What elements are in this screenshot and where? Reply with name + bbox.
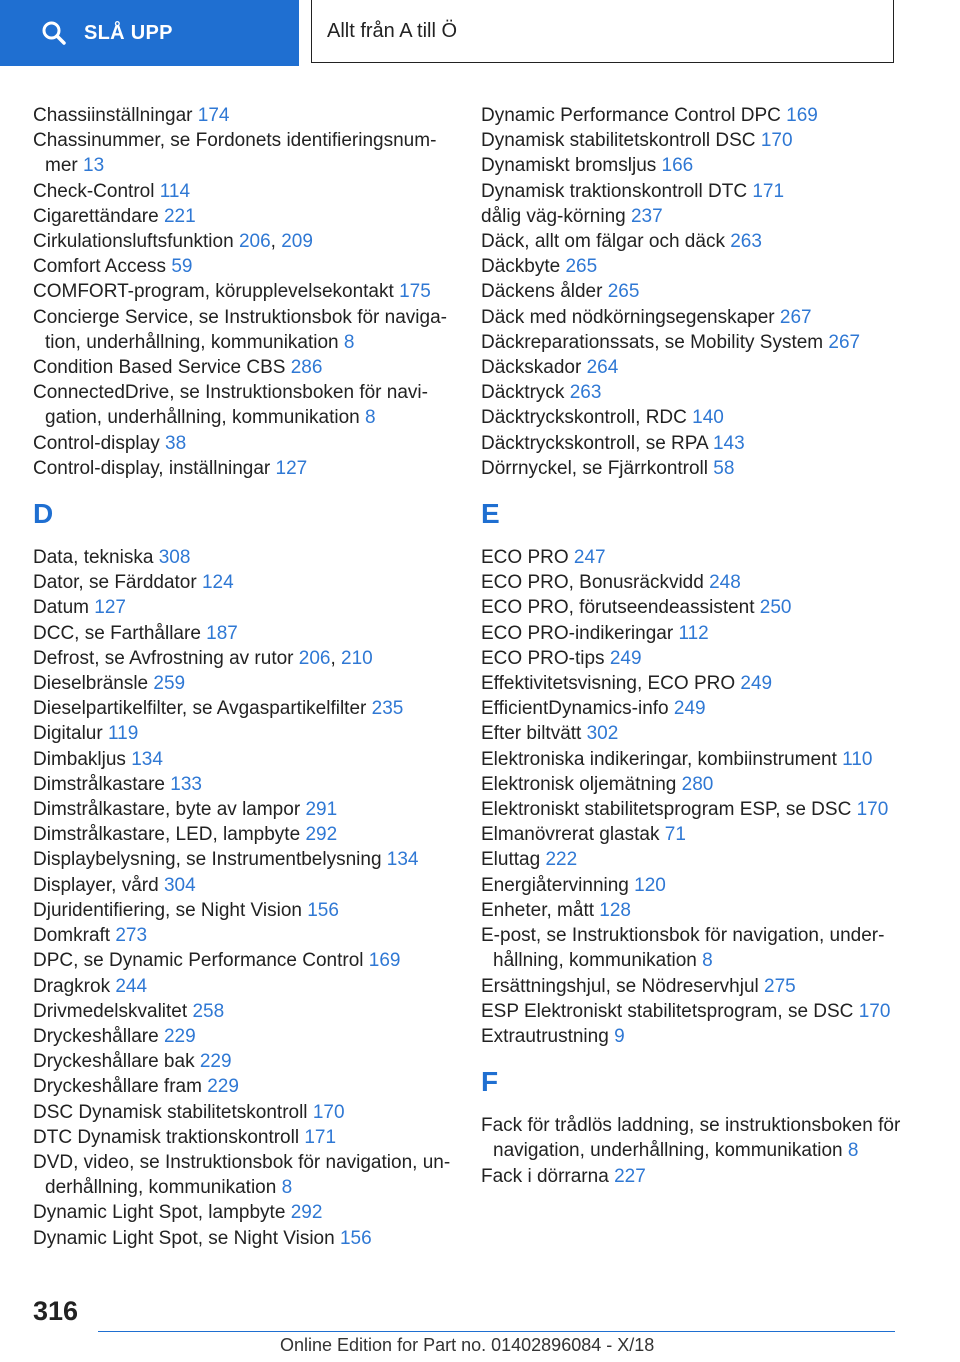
page-link[interactable]: 119 (107, 723, 139, 745)
page-link[interactable]: 110 (842, 748, 873, 770)
search-icon (40, 19, 68, 47)
index-entry (33, 873, 453, 898)
page-link[interactable]: 249 (609, 647, 642, 669)
page-link[interactable]: 222 (545, 849, 578, 871)
index-entry (481, 179, 901, 204)
page-link[interactable]: 292 (290, 1202, 323, 1224)
index-entry (33, 1125, 453, 1150)
index-entry-text: Control-display (33, 432, 160, 454)
page-link[interactable]: 249 (740, 673, 773, 695)
page-link[interactable]: 237 (630, 205, 663, 227)
index-entry-text: dålig väg-körning (481, 205, 626, 227)
page-link[interactable]: 175 (399, 281, 431, 303)
index-entry (481, 595, 901, 620)
section-letter: E (481, 498, 500, 530)
page-link[interactable]: 210 (341, 647, 373, 669)
index-entry (33, 671, 453, 696)
index-entry (481, 405, 901, 430)
index-entry (481, 279, 901, 304)
index-entry-text: DTC Dynamisk traktionskontroll (33, 1126, 300, 1148)
index-entry-text: Dynamisk stabilitetskontroll DSC (481, 130, 756, 152)
index-entry (481, 254, 901, 279)
index-entry-text: Däck, allt om fälgar och däck (481, 231, 725, 253)
page-link[interactable]: 112 (678, 622, 709, 644)
page-link[interactable]: 8 (702, 950, 713, 972)
index-entry-text: Datum (33, 597, 89, 619)
index-entry-text: Enheter, mått (481, 899, 595, 921)
index-entry-text: Dimstrålkastare, LED, lampbyte (33, 824, 301, 846)
index-entry (481, 305, 901, 330)
index-entry-text: Dynamic Light Spot, se Night Vision (33, 1227, 335, 1249)
index-entry (481, 545, 901, 570)
page-link[interactable]: 229 (207, 1076, 239, 1098)
index-entry-text: Däckskador (481, 357, 582, 379)
index-entry (33, 570, 453, 595)
index-entry-text: Däcktryck (481, 382, 565, 404)
index-entry-text: Efter biltvätt (481, 723, 582, 745)
index-entry-text: DVD, video, se Instruktionsbok för navigation, un-derhållning, kommunikation (33, 1151, 451, 1199)
index-entry (481, 1024, 901, 1049)
index-entry-text: Elektroniskt stabilitetsprogram ESP, se DSC (481, 799, 852, 821)
page-link[interactable]: 275 (764, 975, 796, 997)
page-link[interactable]: 8 (343, 331, 355, 353)
index-entry (33, 595, 453, 620)
index-entry (33, 999, 453, 1024)
index-entry (481, 747, 901, 772)
index-entry (481, 999, 901, 1024)
index-entry (481, 431, 901, 456)
index-entry-text: Displaybelysning, se Instrumentbelysning (33, 849, 382, 871)
page-link[interactable]: 235 (371, 698, 404, 720)
page-link[interactable]: 58 (713, 457, 735, 479)
index-entry (481, 330, 901, 355)
page-link[interactable]: 250 (759, 597, 792, 619)
page-link[interactable]: 114 (159, 180, 191, 202)
index-entry-text: Djuridentifiering, se Night Vision (33, 899, 302, 921)
index-entry (481, 229, 901, 254)
footer-divider (98, 1331, 895, 1332)
index-entry (481, 898, 901, 923)
page-link[interactable]: 171 (752, 180, 785, 202)
index-entry (481, 1113, 901, 1163)
page-link[interactable]: 127 (275, 457, 308, 479)
index-entry-text: Dryckeshållare fram (33, 1076, 202, 1098)
page-link[interactable]: 140 (692, 407, 724, 429)
index-entry (33, 1150, 453, 1200)
index-entry (33, 721, 453, 746)
page-link[interactable]: 8 (365, 407, 376, 429)
index-entry-text: EfficientDynamics-info (481, 698, 669, 720)
page-link[interactable]: 170 (858, 1000, 891, 1022)
page-link[interactable]: 170 (856, 799, 889, 821)
page-link[interactable]: 133 (170, 773, 202, 795)
index-entry-text: DCC, se Farthållare (33, 622, 201, 644)
index-entry (481, 696, 901, 721)
page-link[interactable]: 264 (586, 357, 619, 379)
index-entry (481, 873, 901, 898)
search-label: SLÅ UPP (84, 21, 173, 44)
index-entry (481, 974, 901, 999)
search-button[interactable] (0, 0, 299, 66)
index-entry (33, 103, 453, 128)
index-entry-text: Dimstrålkastare (33, 773, 165, 795)
index-entry-text: Data, tekniska (33, 547, 154, 569)
index-entry-text: Chassiinställningar (33, 105, 193, 126)
index-entry-text: Dator, se Färddator (33, 572, 197, 594)
index-entry-text: Digitalur (33, 723, 103, 745)
index-entry (33, 621, 453, 646)
index-entry (33, 1024, 453, 1049)
index-entry (33, 305, 453, 355)
page-link[interactable]: 209 (281, 231, 313, 253)
page-link[interactable]: 244 (115, 975, 148, 997)
page-link[interactable]: 267 (779, 306, 812, 328)
page-link[interactable]: 229 (163, 1025, 196, 1047)
page-link[interactable]: 304 (163, 874, 196, 896)
page-link[interactable]: 166 (661, 155, 694, 177)
index-entry-text: Defrost, se Avfrostning av rutor (33, 647, 294, 669)
index-entry (481, 847, 901, 872)
page-link[interactable]: 170 (760, 130, 793, 152)
page-link[interactable]: 263 (730, 231, 762, 253)
index-entry (481, 570, 901, 595)
index-entry-text: Fack i dörrarna (481, 1165, 609, 1187)
index-entry-text: Däckreparationssats, se Mobility System (481, 331, 824, 353)
page-link[interactable]: 302 (586, 723, 619, 745)
index-entry (33, 380, 453, 430)
page-link[interactable]: 169 (786, 105, 818, 126)
page-link[interactable]: 9 (614, 1025, 625, 1047)
page-link[interactable]: 169 (368, 950, 401, 972)
index-entry (33, 355, 453, 380)
index-entry (481, 1164, 901, 1189)
page-link[interactable]: 291 (305, 799, 338, 821)
index-entry-text: Dynamic Performance Control DPC (481, 105, 781, 126)
page-link[interactable]: 143 (712, 432, 745, 454)
index-entry-text: Domkraft (33, 925, 111, 947)
page-link[interactable]: 227 (614, 1165, 646, 1187)
top-bar (0, 0, 960, 66)
index-entry (33, 696, 453, 721)
index-entry-text: Dryckeshållare (33, 1025, 159, 1047)
page-link[interactable]: 127 (94, 597, 126, 619)
index-entry-text: Dynamiskt bromsljus (481, 155, 657, 177)
page-link[interactable]: 292 (305, 824, 338, 846)
page-link[interactable]: 206 (238, 231, 271, 253)
index-entry-text: Chassinummer, se Fordonets identifieringsnum-mer (33, 130, 437, 177)
index-entry (33, 772, 453, 797)
index-entry (33, 1226, 453, 1251)
index-entry-text: Effektivitetsvisning, ECO PRO (481, 673, 736, 695)
index-entry (33, 1200, 453, 1225)
index-entry (481, 822, 901, 847)
page-link[interactable]: 171 (304, 1126, 337, 1148)
index-entry: Cirkulationsluftsfunktion 206, 209 (33, 231, 313, 253)
index-entry-text: Check-Control (33, 180, 155, 202)
index-entry (33, 898, 453, 923)
index-entry-text: Drivmedelskvalitet (33, 1000, 188, 1022)
page-link[interactable]: 221 (163, 205, 196, 227)
page-link[interactable]: 248 (709, 572, 741, 594)
index-entry-text: Elektroniska indikeringar, kombiinstrument (481, 748, 837, 770)
index-entry-text: Cirkulationsluftsfunktion (33, 231, 234, 253)
page-link[interactable]: 308 (158, 547, 191, 569)
index-entry (33, 797, 453, 822)
page-link[interactable]: 286 (290, 357, 323, 379)
page-link[interactable]: 249 (673, 698, 706, 720)
index-entry (481, 103, 901, 128)
index-entry-text: Dryckeshållare bak (33, 1051, 195, 1073)
index-entry-text: Concierge Service, se Instruktionsbok för naviga-tion, underhållning, kommunikation (33, 306, 447, 353)
page-link[interactable]: 8 (281, 1177, 293, 1199)
index-entry-text: ConnectedDrive, se Instruktionsboken för navi-gation, underhållning, kommunikation (33, 382, 428, 429)
index-entry (481, 456, 901, 481)
page-link[interactable]: 206 (298, 647, 331, 669)
page-link[interactable]: 13 (83, 155, 105, 177)
index-entry (33, 1074, 453, 1099)
page-link[interactable]: 59 (171, 256, 193, 278)
index-entry-text: Dragkrok (33, 975, 111, 997)
index-entry-text: Energiåtervinning (481, 874, 629, 896)
section-letter: F (481, 1066, 499, 1098)
index-entry (33, 254, 453, 279)
page-link[interactable]: 156 (339, 1227, 372, 1249)
page-link[interactable]: 71 (664, 824, 686, 846)
index-entry (33, 822, 453, 847)
index-entry (33, 456, 453, 481)
index-entry-text: ESP Elektroniskt stabilitetsprogram, se DSC (481, 1000, 854, 1022)
index-entry-text: Däckens ålder (481, 281, 603, 303)
index-entry (33, 431, 453, 456)
page-link[interactable]: 263 (569, 382, 602, 404)
index-entry (33, 847, 453, 872)
index-entry: Defrost, se Avfrostning av rutor 206, 210 (33, 647, 373, 669)
breadcrumb[interactable] (311, 0, 894, 63)
index-column-left (33, 103, 453, 1251)
index-entry-text: Ersättningshjul, se Nödreservhjul (481, 975, 759, 997)
page-link[interactable]: 265 (565, 256, 598, 278)
index-entry (481, 646, 901, 671)
index-entry-text: Condition Based Service CBS (33, 357, 286, 379)
section-letter: D (33, 498, 54, 530)
index-entry-text: Displayer, vård (33, 874, 159, 896)
page-link[interactable]: 134 (131, 748, 163, 770)
index-entry-text: ECO PRO (481, 547, 569, 569)
index-entry (481, 128, 901, 153)
index-entry-text: ECO PRO, Bonusräckvidd (481, 572, 704, 594)
index-entry (33, 747, 453, 772)
index-entry-text: Däck med nödkörningsegenskaper (481, 306, 775, 328)
index-entry (481, 671, 901, 696)
index-entry (481, 721, 901, 746)
index-entry (33, 948, 453, 973)
index-entry-text: Extrautrustning (481, 1025, 609, 1047)
index-entry (481, 153, 901, 178)
index-entry (481, 923, 901, 973)
index-entry-text: Fack för trådlös laddning, se instruktionsboken för navigation, underhållning, kommunikation (481, 1115, 901, 1162)
page-link[interactable]: 258 (192, 1000, 225, 1022)
page-link[interactable]: 8 (847, 1140, 859, 1162)
index-column-right (481, 103, 901, 1189)
index-entry-text: Däcktryckskontroll, RDC (481, 407, 687, 429)
page-link[interactable]: 124 (201, 572, 234, 594)
index-entry (481, 204, 901, 229)
index-entry-text: Dieselbränsle (33, 673, 149, 695)
index-entry (33, 923, 453, 948)
index-entry-text: ECO PRO-indikeringar (481, 622, 674, 644)
index-entry-text: Elmanövrerat glastak (481, 824, 660, 846)
page-link[interactable]: 120 (634, 874, 666, 896)
index-entry-text: Dieselpartikelfilter, se Avgaspartikelfilter (33, 698, 367, 720)
page-link[interactable]: 38 (165, 432, 187, 454)
index-entry-text: Comfort Access (33, 256, 167, 278)
index-entry-text: ECO PRO-tips (481, 647, 605, 669)
index-entry-text: Dynamic Light Spot, lampbyte (33, 1202, 286, 1224)
page-link[interactable]: 280 (681, 773, 714, 795)
page-number: 316 (33, 1296, 79, 1326)
index-entry-text: Däcktryckskontroll, se RPA (481, 432, 708, 454)
page-link[interactable]: 174 (197, 105, 230, 126)
index-entry (481, 621, 901, 646)
index-entry (481, 772, 901, 797)
page-link[interactable]: 267 (828, 331, 861, 353)
index-entry (481, 355, 901, 380)
page-link[interactable]: 247 (573, 547, 606, 569)
index-entry-text: COMFORT-program, körupplevelsekontakt (33, 281, 394, 303)
index-entry-text: DPC, se Dynamic Performance Control (33, 950, 364, 972)
index-entry-text: Elektronisk oljemätning (481, 773, 677, 795)
index-entry (33, 1049, 453, 1074)
footer-edition: Online Edition for Part no. 01402896084 - X/18 (280, 1335, 655, 1355)
index-entry-text: Dörrnyckel, se Fjärrkontroll (481, 457, 708, 479)
index-entry (33, 974, 453, 999)
page-link[interactable]: 273 (115, 925, 148, 947)
page-link[interactable]: 156 (307, 899, 339, 921)
index-entry-text: DSC Dynamisk stabilitetskontroll (33, 1101, 308, 1123)
index-entry (481, 797, 901, 822)
page-link[interactable]: 265 (607, 281, 640, 303)
index-entry (33, 204, 453, 229)
index-entry-text: E-post, se Instruktionsbok för navigation, under-hållning, kommunikation (481, 925, 885, 972)
index-entry (481, 380, 901, 405)
index-entry (33, 279, 453, 304)
page-link[interactable]: 259 (153, 673, 186, 695)
index-entry (33, 1100, 453, 1125)
index-entry-text: Cigarettändare (33, 205, 159, 227)
breadcrumb-label: Allt från A till Ö (327, 19, 458, 42)
index-entry-text: Eluttag (481, 849, 541, 871)
page-link[interactable]: 170 (312, 1101, 345, 1123)
index-entry (33, 545, 453, 570)
page-link[interactable]: 134 (386, 849, 419, 871)
index-entry-text: Däckbyte (481, 256, 561, 278)
index-entry-text: Dimbakljus (33, 748, 126, 770)
index-entry-text: Control-display, inställningar (33, 457, 271, 479)
index-entry (33, 128, 453, 178)
page-link[interactable]: 229 (199, 1051, 232, 1073)
page-link[interactable]: 128 (599, 899, 631, 921)
index-entry-text: Dimstrålkastare, byte av lampor (33, 799, 301, 821)
index-entry (33, 179, 453, 204)
index-entry-text: ECO PRO, förutseendeassistent (481, 597, 755, 619)
page-link[interactable]: 187 (206, 622, 238, 644)
index-entry-text: Dynamisk traktionskontroll DTC (481, 180, 748, 202)
